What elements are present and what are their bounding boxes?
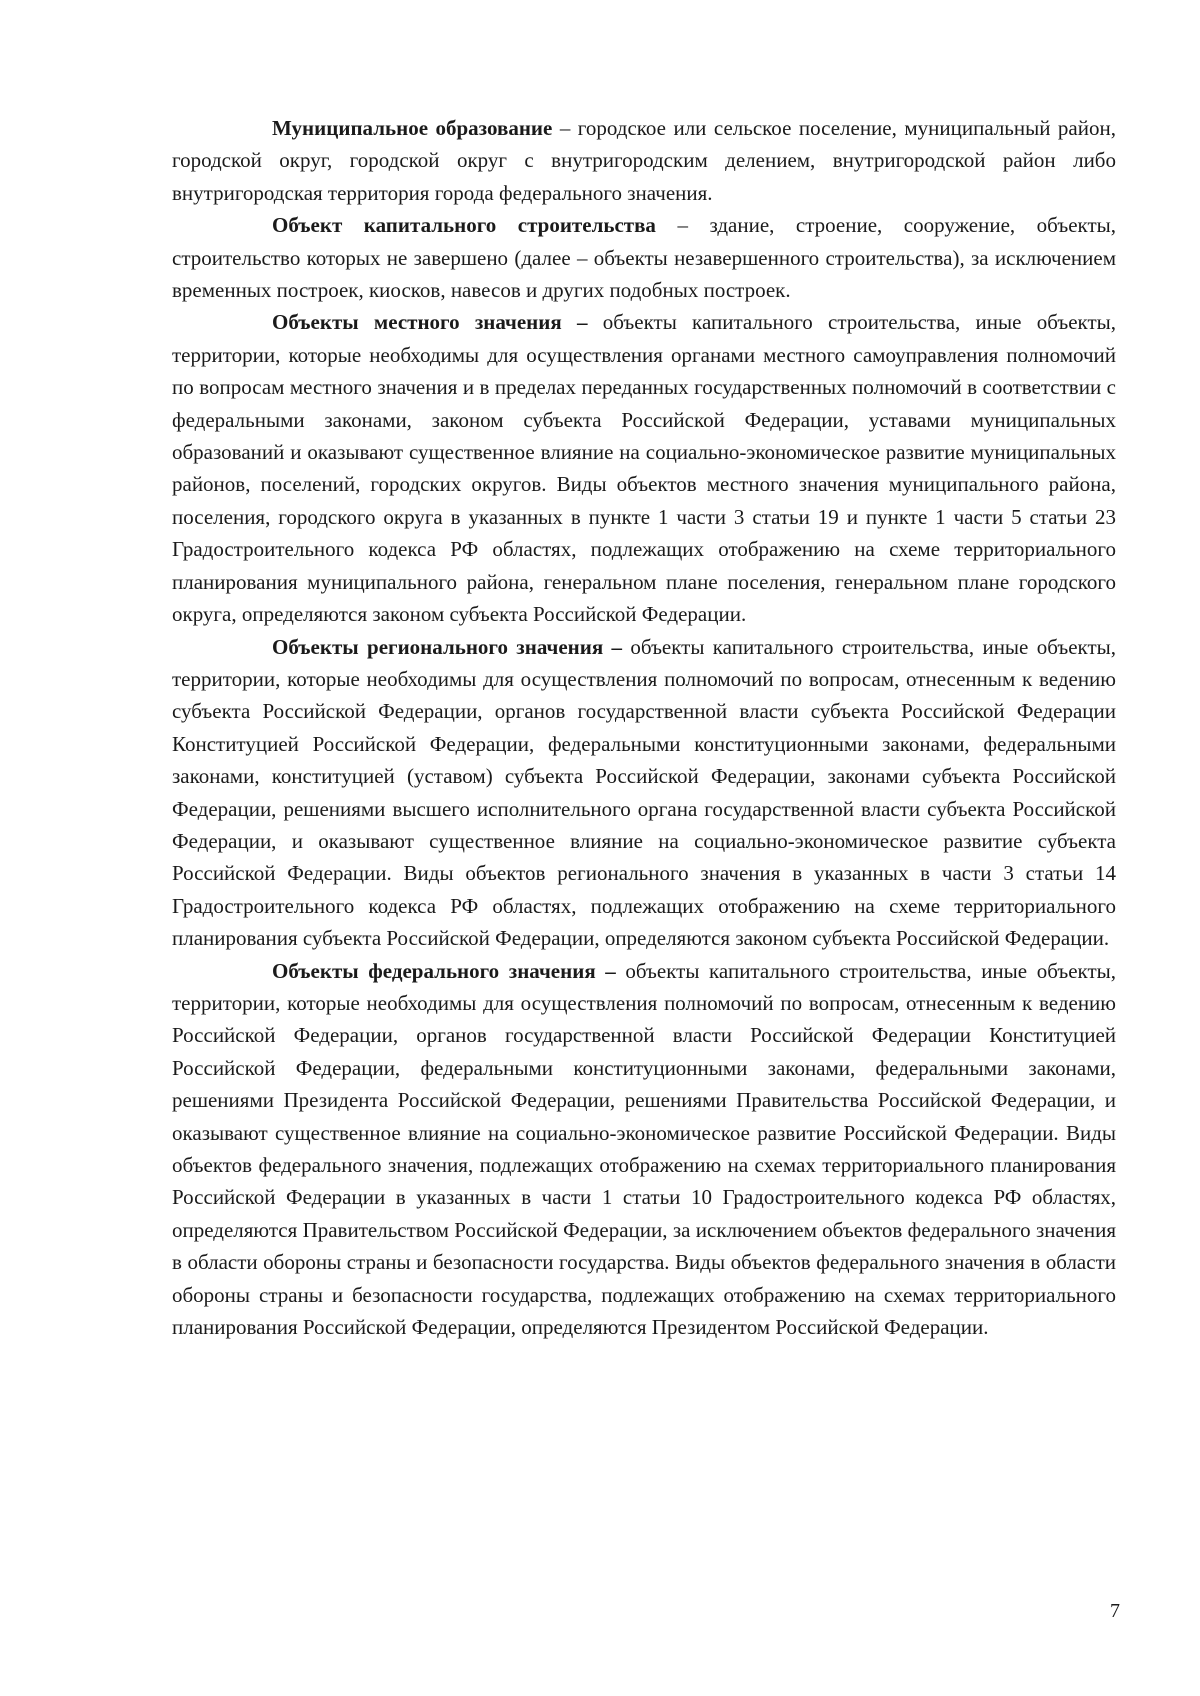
- definition-capital-construction-object: [172, 209, 1116, 306]
- page-number: 7: [1110, 1600, 1120, 1622]
- term-heading: Объекты местного значения –: [272, 310, 588, 335]
- definition-federal-objects: [172, 955, 1116, 1344]
- definition-text: объекты капитального строительства, иные объекты, территории, которые необходимы для осуществления органами местного самоуправления полномочий по вопросам местного значения и в пределах переданных государственных полномочий в соответствии с федеральными законами, законом субъекта Российской Федерации, уставами муниципальных образований и оказывают существенное влияние на социально-экономическое развитие муниципальных районов, поселений, городских округов. Виды объектов местного значения муниципального района, поселения, городского округа в указанных в пункте 1 части 3 статьи 19 и пункте 1 части 5 статьи 23 Градостроительного кодекса РФ областях, подлежащих отображению на схеме территориального планирования муниципального района, генеральном плане поселения, генеральном плане городского округа, определяются законом субъекта Российской Федерации.: [172, 310, 1116, 627]
- definition-local-objects: [172, 306, 1116, 630]
- definition-text: – здание, строение, сооружение, объекты, строительство которых не завершено (далее – объекты незавершенного строительства), за исключением временных построек, киосков, навесов и других подобных построек.: [172, 213, 1116, 303]
- definition-text: объекты капитального строительства, иные объекты, территории, которые необходимы для осуществления полномочий по вопросам, отнесенным к ведению Российской Федерации, органов государственной власти Российской Федерации Конституцией Российской Федерации, федеральными конституционными законами, федеральными законами, решениями Президента Российской Федерации, решениями Правительства Российской Федерации, и оказывают существенное влияние на социально-экономическое развитие Российской Федерации. Виды объектов федерального значения, подлежащих отображению на схемах территориального планирования Российской Федерации в указанных в части 1 статьи 10 Градостроительного кодекса РФ областях, определяются Правительством Российской Федерации, за исключением объектов федерального значения в области обороны страны и безопасности государства. Виды объектов федерального значения в области обороны страны и безопасности государства, подлежащих отображению на схемах территориального планирования Российской Федерации, определяются Президентом Российской Федерации.: [172, 958, 1116, 1340]
- definition-text: объекты капитального строительства, иные объекты, территории, которые необходимы для осуществления полномочий по вопросам, отнесенным к ведению субъекта Российской Федерации, органов государственной власти субъекта Российской Федерации Конституцией Российской Федерации, федеральными конституционными законами, федеральными законами, конституцией (уставом) субъекта Российской Федерации, законами субъекта Российской Федерации, решениями высшего исполнительного органа государственной власти субъекта Российской Федерации, и оказывают существенное влияние на социально-экономическое развитие субъекта Российской Федерации. Виды объектов регионального значения в указанных в части 3 статьи 14 Градостроительного кодекса РФ областях, подлежащих отображению на схеме территориального планирования субъекта Российской Федерации, определяются законом субъекта Российской Федерации.: [172, 634, 1117, 951]
- definition-regional-objects: [172, 631, 1116, 955]
- definition-municipal-formation: [172, 112, 1116, 209]
- document-body: [172, 112, 1116, 1343]
- term-heading: Объекты регионального значения –: [272, 634, 623, 659]
- term-heading: Объект капитального строительства: [272, 213, 656, 238]
- term-heading: Объекты федерального значения –: [272, 958, 616, 983]
- term-heading: Муниципальное образование: [272, 116, 553, 140]
- definition-text: – городское или сельское поселение, муниципальный район, городской округ, городской округ с внутригородским делением, внутригородской район либо внутригородская территория города федерального значения.: [172, 116, 1116, 205]
